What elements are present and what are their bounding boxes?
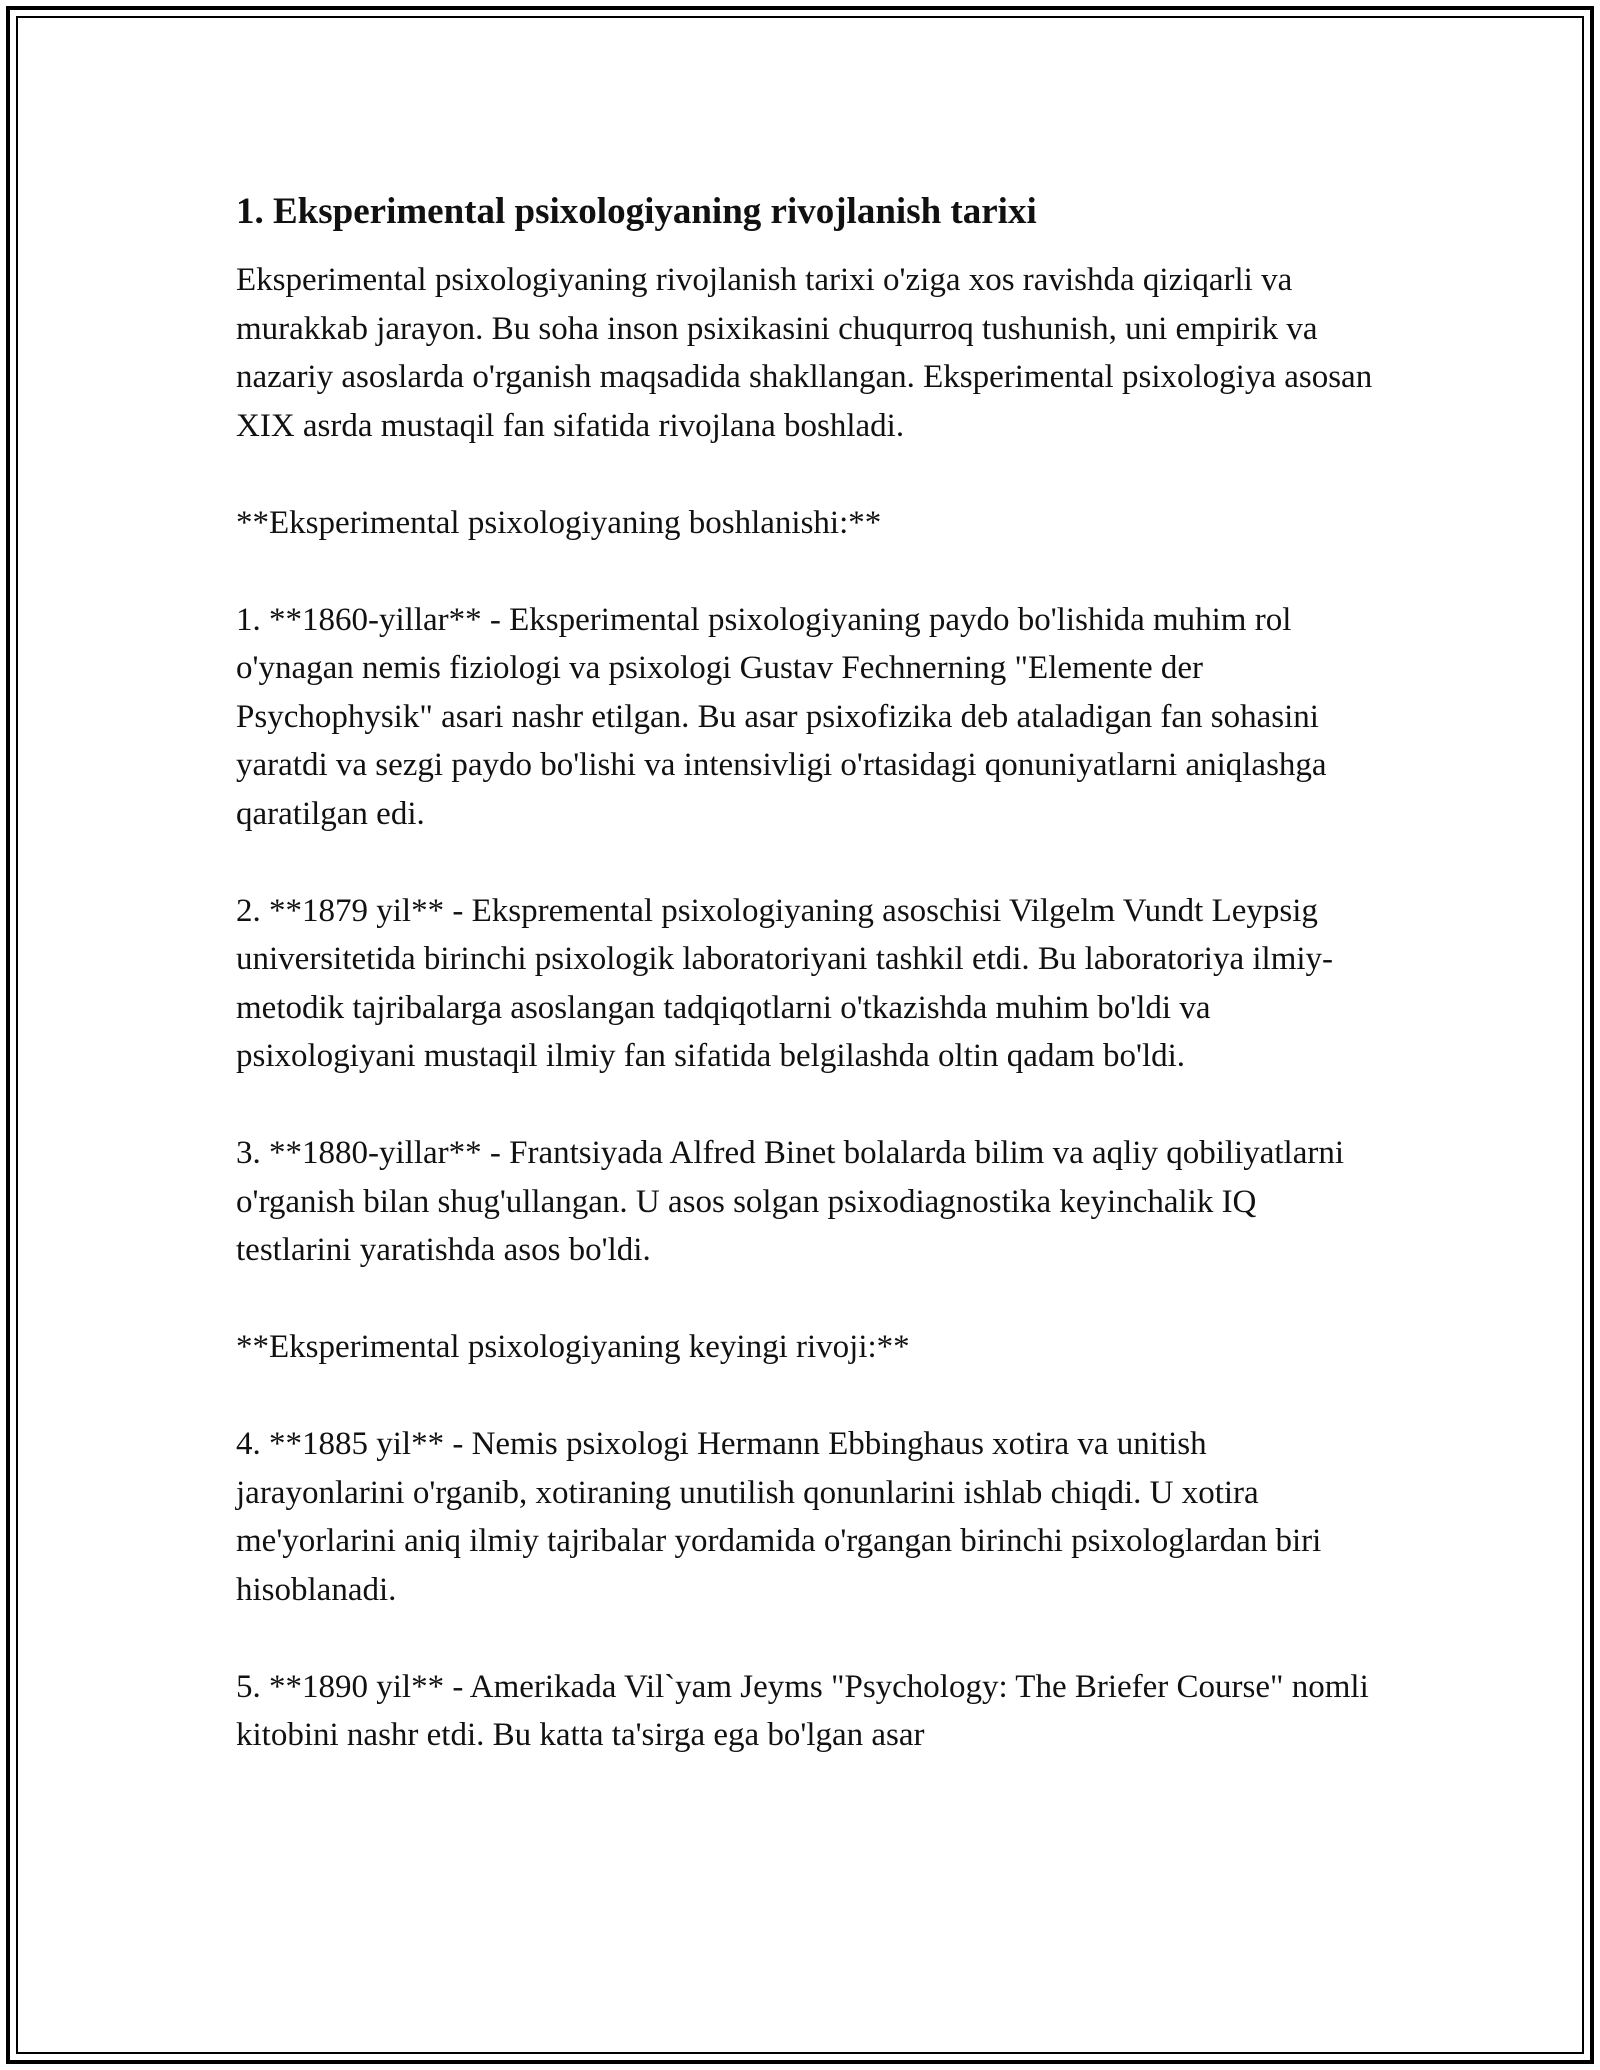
document-body — [236, 186, 1376, 1808]
subheading-further-development: **Eksperimental psixologiyaning keyingi rivoji:** — [236, 1329, 910, 1365]
intro-paragraph: Eksperimental psixologiyaning rivojlanish tarixi o'ziga xos ravishda qiziqarli va murakkab jarayon. Bu soha inson psixikasini chuqurroq tushunish, uni empirik va nazariy asoslarda o'rganish maqsadida shakllangan. Eksperimental psixologiya asosan XIX asrda mustaqil fan sifatida rivojlana boshladi. — [236, 262, 1373, 444]
section-heading: 1. Eksperimental psixologiyaning rivojlanish tarixi — [236, 191, 1037, 232]
list-item-1880: 3. **1880-yillar** - Frantsiyada Alfred Binet bolalarda bilim va aqliy qobiliyatlarni o'rganish bilan shug'ullangan. U asos solgan psixodiagnostika keyinchalik IQ testlarini yaratishda asos bo'ldi. — [236, 1135, 1344, 1268]
list-item-1890: 5. **1890 yil** - Amerikada Vil`yam Jeyms "Psychology: The Briefer Course" nomli kitobini nashr etdi. Bu katta ta'sirga ega bo'lgan asar — [236, 1668, 1369, 1753]
subheading-beginning: **Eksperimental psixologiyaning boshlanishi:** — [236, 504, 882, 541]
list-item-1860: 1. **1860-yillar** - Eksperimental psixologiyaning paydo bo'lishida muhim rol o'ynagan nemis fiziologi va psixologi Gustav Fechnerning "Elemente der Psychophysik" asari nashr etilgan. Bu asar psixofizika deb ataladigan fan sohasini yaratdi va sezgi paydo bo'lishi va intensivligi o'rtasidagi qonuniyatlarni aniqlashga qaratilgan edi. — [236, 601, 1327, 832]
list-item-1879: 2. **1879 yil** - Ekspremental psixologiyaning asoschisi Vilgelm Vundt Leypsig universitetida birinchi psixologik laboratoriyani tashkil etdi. Bu laboratoriya ilmiy-metodik tajribalarga asoslangan tadqiqotlarni o'tkazishda muhim bo'ldi va psixologiyani mustaqil ilmiy fan sifatida belgilashda oltin qadam bo'ldi. — [236, 892, 1334, 1074]
list-item-1885: 4. **1885 yil** - Nemis psixologi Hermann Ebbinghaus xotira va unitish jarayonlarini o'rganib, xotiraning unutilish qonunlarini ishlab chiqdi. U xotira me'yorlarini aniq ilmiy tajribalar yordamida o'rgangan birinchi psixologlardan biri hisoblanadi. — [236, 1426, 1322, 1608]
